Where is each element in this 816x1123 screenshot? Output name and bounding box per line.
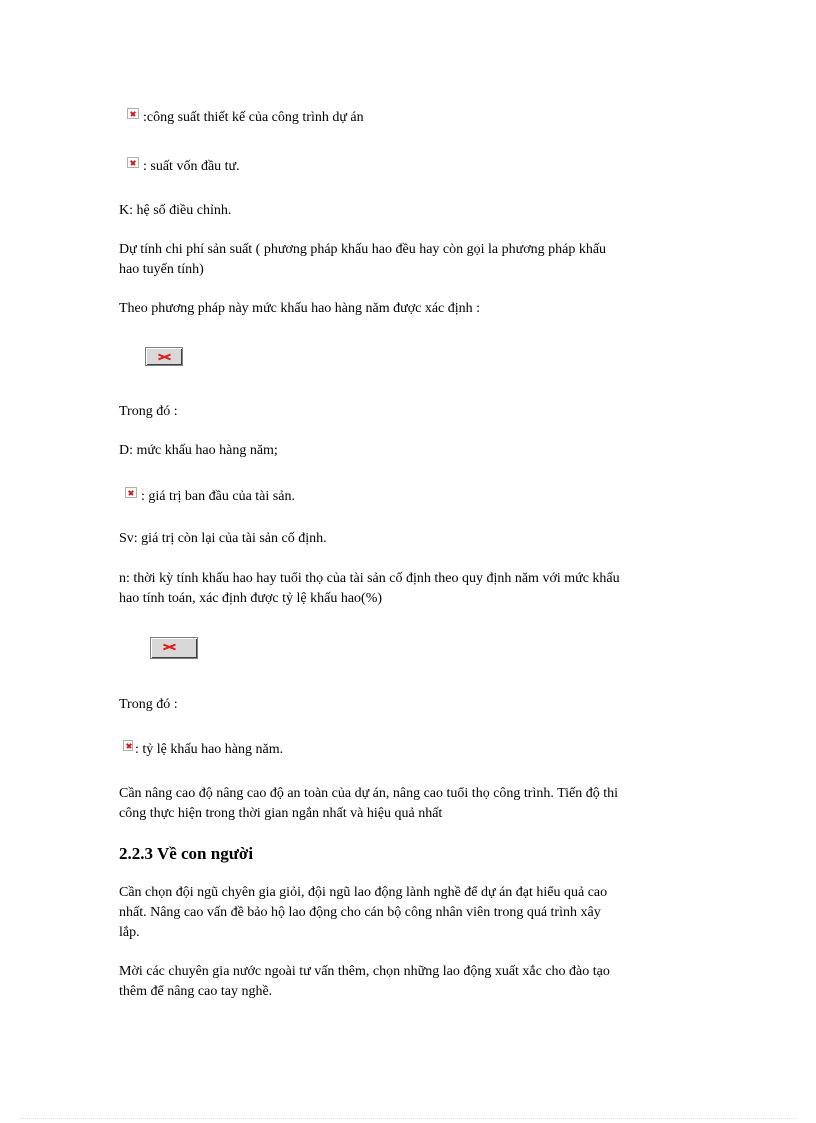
text-line: lắp. xyxy=(119,925,140,940)
paragraph-design-capacity xyxy=(119,108,694,128)
paragraph-investment-rate xyxy=(119,157,694,177)
broken-image-icon xyxy=(125,487,137,498)
paragraph-adjustment-coefficient: K: hệ số điều chỉnh. xyxy=(119,203,232,218)
broken-image-icon xyxy=(127,157,139,168)
text-line: n: thời kỳ tính khấu hao hay tuổi thọ của tài sản cố định theo quy định năm với mức khấu xyxy=(119,571,620,586)
text-design-capacity: :công suất thiết kế của công trình dự án xyxy=(143,110,364,125)
broken-image-icon xyxy=(123,740,133,751)
text-line: thêm để nâng cao tay nghề. xyxy=(119,984,273,999)
paragraph-where: Trong đó : xyxy=(119,404,178,419)
text-initial-value: : giá trị ban đầu của tài sản. xyxy=(141,489,295,504)
text-line: công thực hiện trong thời gian ngắn nhất và hiệu quả nhất xyxy=(119,806,443,821)
text-line: nhất. Nâng cao vấn đề bảo hộ lao động cho cán bộ công nhân viên trong quá trình xây xyxy=(119,905,601,920)
text-depreciation-rate: : tỷ lệ khấu hao hàng năm. xyxy=(135,742,284,757)
paragraph-method-description: Theo phương pháp này mức khấu hao hàng năm được xác định : xyxy=(119,301,481,316)
paragraph-residual-value: Sv: giá trị còn lại của tài sản cố định. xyxy=(119,531,327,546)
paragraph-where: Trong đó : xyxy=(119,697,178,712)
paragraph-depreciation-rate xyxy=(119,740,694,760)
text-investment-rate: : suất vốn đầu tư. xyxy=(143,159,240,174)
page-bottom-divider xyxy=(20,1118,796,1119)
text-line: Cần chọn đội ngũ chyên gia giỏi, đội ngũ lao động lành nghề để dự án đạt hiểu quả cao xyxy=(119,885,608,900)
text-line: Cần nâng cao độ nâng cao độ an toàn của dự án, nâng cao tuổi thọ công trình. Tiến độ thi xyxy=(119,786,619,801)
broken-image-icon xyxy=(127,108,139,119)
text-line: hao tính toán, xác định được tỷ lệ khấu hao(%) xyxy=(119,591,383,606)
paragraph-initial-value xyxy=(119,487,694,507)
paragraph-expert-team xyxy=(119,883,694,943)
paragraph-production-cost xyxy=(119,240,694,280)
text-line: Dự tính chi phí sản suất ( phương pháp khấu hao đều hay còn gọi la phương pháp khấu xyxy=(119,242,607,257)
paragraph-annual-depreciation: D: mức khấu hao hàng năm; xyxy=(119,443,278,458)
text-line: Mời các chuyên gia nước ngoài tư vấn thêm, chọn những lao động xuất xắc cho đào tạo xyxy=(119,964,610,979)
broken-formula-image-icon xyxy=(150,637,198,659)
paragraph-safety-improvement xyxy=(119,784,694,824)
section-heading: 2.2.3 Về con người xyxy=(119,844,254,863)
paragraph-depreciation-period xyxy=(119,569,694,609)
paragraph-foreign-experts xyxy=(119,962,694,1002)
text-line: hao tuyến tính) xyxy=(119,262,204,277)
broken-formula-image-icon xyxy=(145,347,183,366)
